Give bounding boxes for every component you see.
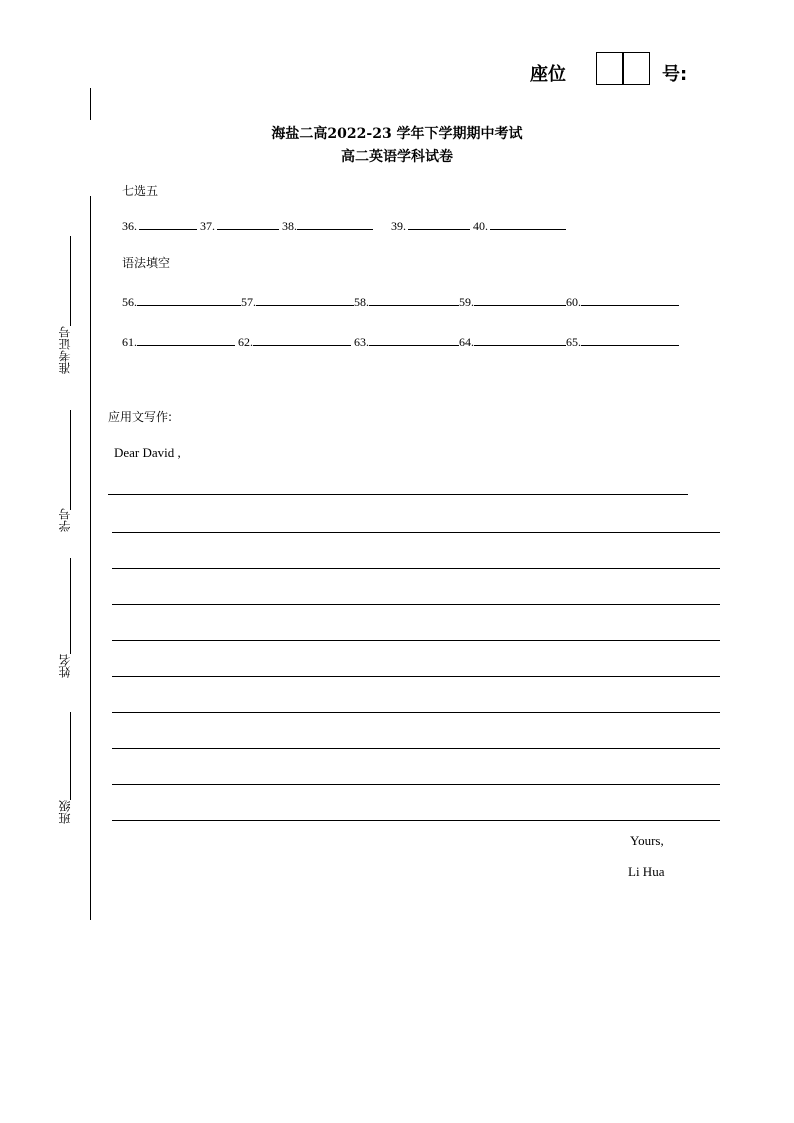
item-number: 39. — [391, 219, 406, 233]
writing-line[interactable] — [108, 494, 688, 495]
margin-line-top — [90, 88, 91, 120]
answer-blank[interactable] — [137, 293, 241, 306]
answer-blank[interactable] — [137, 333, 235, 346]
item-number: 61. — [122, 335, 137, 349]
item-number: 58. — [354, 295, 369, 309]
item-number: 57. — [241, 295, 256, 309]
writing-line[interactable] — [112, 532, 720, 533]
writing-line[interactable] — [112, 820, 720, 821]
item-number: 62. — [238, 335, 253, 349]
side-label-exam-id: 准考证号 — [58, 326, 72, 374]
item-number: 40. — [473, 219, 488, 233]
seat-suffix: 号: — [662, 64, 688, 85]
section-heading-seven-choose-five: 七选五 — [122, 184, 159, 198]
letter-signature: Li Hua — [628, 864, 665, 879]
answer-blank[interactable] — [253, 333, 351, 346]
writing-line[interactable] — [112, 604, 720, 605]
writing-line[interactable] — [112, 640, 720, 641]
exam-id-line[interactable] — [70, 236, 71, 326]
side-label-class: 班级 — [58, 800, 72, 824]
seat-box-1[interactable] — [596, 52, 624, 85]
answer-blank[interactable] — [139, 217, 197, 230]
writing-line[interactable] — [112, 712, 720, 713]
letter-salutation: Dear David , — [114, 445, 181, 460]
answer-blank[interactable] — [474, 293, 566, 306]
writing-line[interactable] — [112, 784, 720, 785]
answer-row-36-40 — [122, 217, 566, 234]
item-number: 63. — [354, 335, 369, 349]
answer-row-61-65 — [122, 333, 679, 350]
page-title: 海盐二高2022-23 学年下学期期中考试 — [271, 126, 523, 142]
item-number: 59. — [459, 295, 474, 309]
item-number: 56. — [122, 295, 137, 309]
seat-box-2[interactable] — [622, 52, 650, 85]
answer-blank[interactable] — [369, 333, 459, 346]
margin-line-main — [90, 196, 91, 920]
item-number: 65. — [566, 335, 581, 349]
answer-blank[interactable] — [297, 217, 373, 230]
writing-line[interactable] — [112, 748, 720, 749]
side-label-student-no: 学号 — [58, 508, 72, 532]
answer-blank[interactable] — [217, 217, 279, 230]
answer-blank[interactable] — [474, 333, 566, 346]
item-number: 38. — [282, 219, 297, 233]
section-heading-grammar-fill: 语法填空 — [122, 256, 171, 270]
side-label-name: 姓名 — [58, 654, 72, 678]
section-heading-writing: 应用文写作: — [108, 410, 173, 424]
writing-line[interactable] — [112, 676, 720, 677]
answer-row-56-60 — [122, 293, 679, 310]
item-number: 60. — [566, 295, 581, 309]
answer-blank[interactable] — [581, 333, 679, 346]
answer-blank[interactable] — [256, 293, 354, 306]
seat-label: 座位 — [530, 64, 566, 85]
letter-closing: Yours, — [630, 833, 664, 848]
answer-blank[interactable] — [581, 293, 679, 306]
answer-blank[interactable] — [490, 217, 566, 230]
class-line[interactable] — [70, 712, 71, 800]
writing-line[interactable] — [112, 568, 720, 569]
name-line[interactable] — [70, 558, 71, 654]
student-no-line[interactable] — [70, 410, 71, 510]
page-subtitle: 高二英语学科试卷 — [341, 149, 453, 165]
item-number: 36. — [122, 219, 137, 233]
answer-blank[interactable] — [369, 293, 459, 306]
answer-blank[interactable] — [408, 217, 470, 230]
item-number: 37. — [200, 219, 215, 233]
item-number: 64. — [459, 335, 474, 349]
